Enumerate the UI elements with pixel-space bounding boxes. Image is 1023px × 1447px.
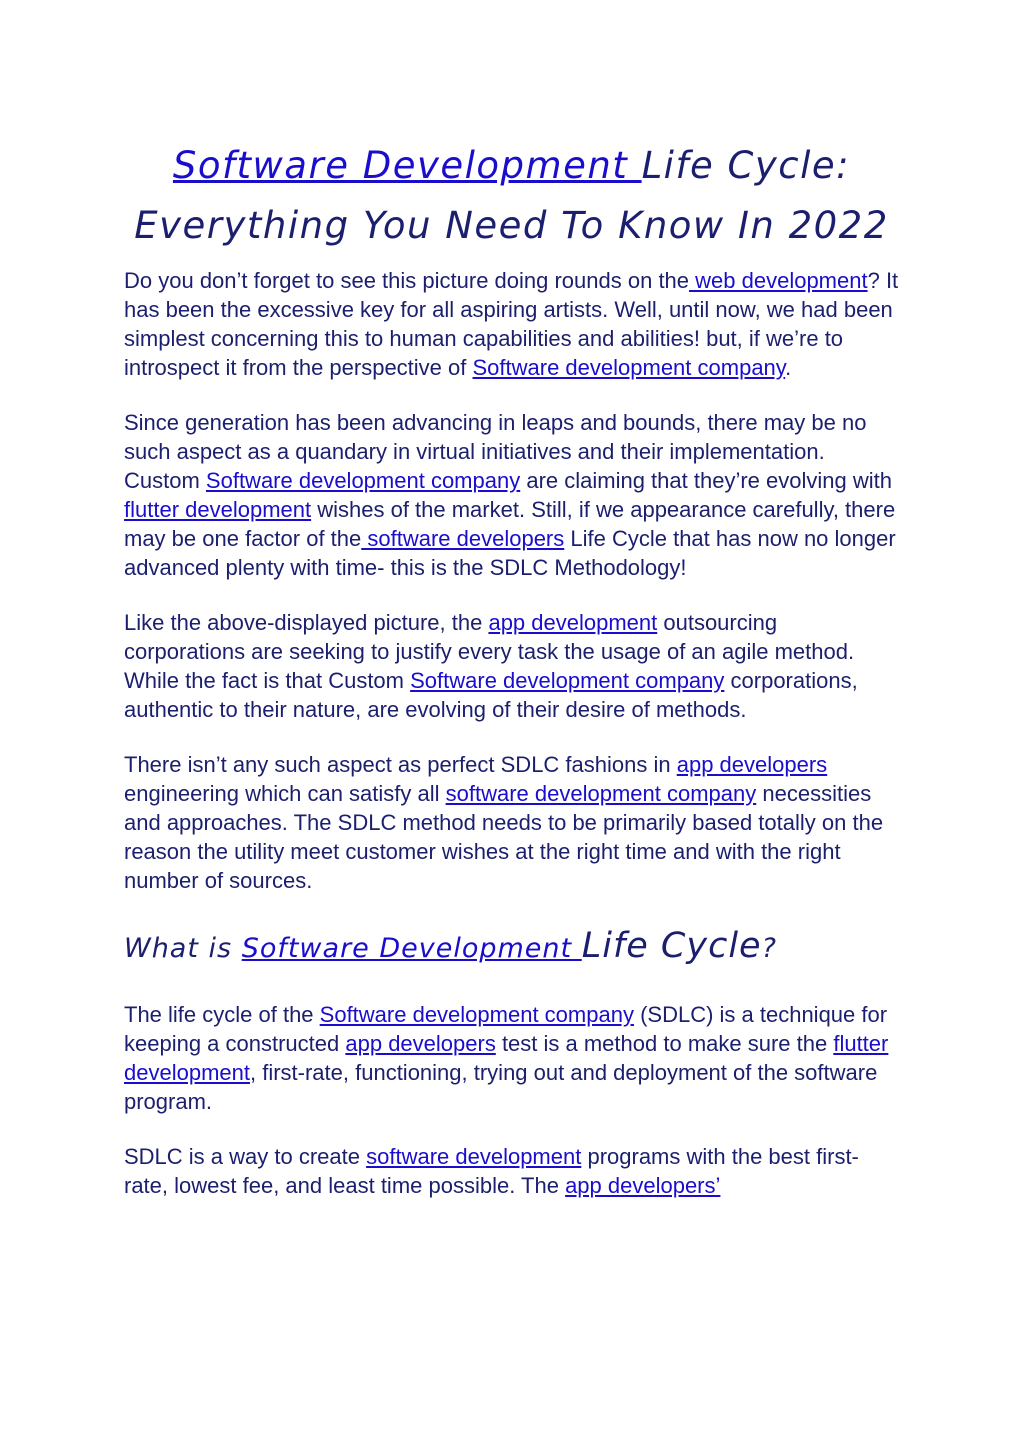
link-software-development-company[interactable]: Software development company: [319, 1002, 634, 1027]
link-flutter-development[interactable]: flutter development: [124, 1031, 889, 1085]
paragraph-2-text-c: wishes of the market. Still, if we appearance carefully, there may be one factor of the: [124, 497, 896, 551]
paragraph-4: [124, 750, 899, 895]
section-heading: [124, 921, 899, 974]
paragraph-2-text-a: Since generation has been advancing in leaps and bounds, there may be no such aspect as a quandary in virtual initiatives and their implementation. Custom: [124, 410, 867, 493]
title-line1-rest: Life Cycle:: [641, 144, 851, 187]
paragraph-1-text-a: Do you don’t forget to see this picture doing rounds on the: [124, 268, 690, 293]
link-app-developers[interactable]: app developers: [676, 752, 828, 777]
section-heading-suffix: ?: [761, 933, 777, 964]
paragraph-3-text-a: Like the above-displayed picture, the: [124, 610, 489, 635]
link-software-development-company[interactable]: Software development company: [410, 668, 725, 693]
paragraph-6: [124, 1142, 899, 1200]
paragraph-3: [124, 608, 899, 724]
title-link-software-development[interactable]: Software Development: [172, 144, 642, 187]
paragraph-6-text-b: programs with the best first-rate, lowest fee, and least time possible. The: [124, 1144, 859, 1198]
paragraph-1: [124, 266, 899, 382]
paragraph-1-text-c: .: [785, 355, 792, 380]
paragraph-5-text-a: The life cycle of the: [124, 1002, 320, 1027]
section-heading-prefix: What is: [124, 933, 242, 964]
link-app-development[interactable]: app development: [488, 610, 658, 635]
link-flutter-development[interactable]: flutter development: [124, 497, 312, 522]
paragraph-5-text-b: (SDLC) is a technique for keeping a constructed: [124, 1002, 888, 1056]
paragraph-3-text-c: corporations, authentic to their nature, are evolving of their desire of methods.: [124, 668, 858, 722]
link-software-development-company[interactable]: software development company: [445, 781, 757, 806]
paragraph-4-text-c: necessities and approaches. The SDLC method needs to be primarily based totally on the reason the utility meet customer wishes at the right time and with the right number of sources.: [124, 781, 884, 893]
link-app-developers[interactable]: app developers’: [565, 1173, 721, 1198]
paragraph-2-text-b: are claiming that they’re evolving with: [520, 468, 892, 493]
section-heading-life-cycle: Life Cycle: [581, 926, 762, 966]
title-line2: Everything You Need To Know In 2022: [134, 204, 889, 247]
paragraph-3-text-b: outsourcing corporations are seeking to justify every task the usage of an agile method. While the fact is that Custom: [124, 610, 855, 693]
link-software-development-company[interactable]: Software development company: [205, 468, 521, 493]
paragraph-6-text-a: SDLC is a way to create: [124, 1144, 367, 1169]
paragraph-5-text-c: test is a method to make sure the: [495, 1031, 834, 1056]
paragraph-5-text-d: , first-rate, functioning, trying out and deployment of the software program.: [124, 1060, 878, 1114]
paragraph-1-text-b: ? It has been the excessive key for all aspiring artists. Well, until now, we had been simplest concerning this to human capabilities and abilities! but, if we’re to introspect it from the perspective of: [124, 268, 899, 380]
heading-link-software-development[interactable]: Software Development: [241, 933, 582, 964]
paragraph-4-text-b: engineering which can satisfy all: [124, 781, 446, 806]
document-content: [124, 136, 899, 1226]
paragraph-2: [124, 408, 899, 582]
link-software-development-company[interactable]: Software development company: [472, 355, 786, 380]
paragraph-4-text-a: There isn’t any such aspect as perfect SDLC fashions in: [124, 752, 677, 777]
link-software-development[interactable]: software development: [366, 1144, 582, 1169]
link-web-development[interactable]: web development: [689, 268, 868, 293]
link-app-developers[interactable]: app developers: [345, 1031, 496, 1056]
paragraph-5: [124, 1000, 899, 1116]
link-software-developers[interactable]: software developers: [361, 526, 565, 551]
page-title: [124, 136, 899, 256]
paragraph-2-text-d: Life Cycle that has now no longer advanced plenty with time- this is the SDLC Methodology!: [124, 526, 896, 580]
